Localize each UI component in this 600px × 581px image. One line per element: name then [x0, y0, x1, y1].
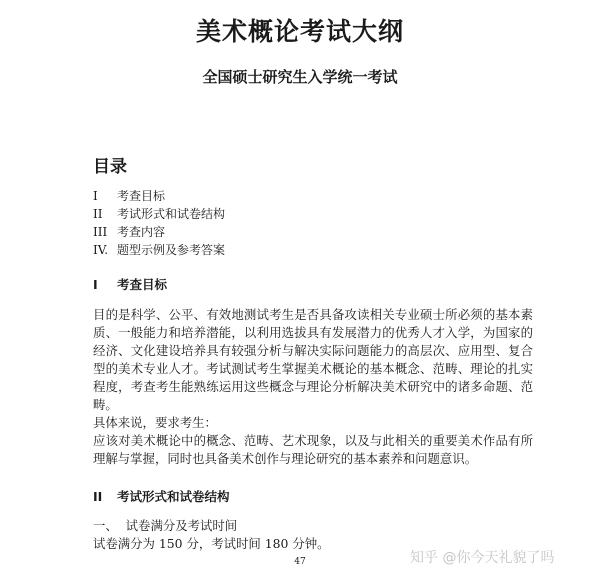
table-of-contents	[93, 187, 225, 259]
watermark-text: 知乎 @你今天礼貌了吗	[410, 550, 555, 566]
section-1-intro: 具体来说，要求考生：	[93, 415, 217, 430]
section-2-text: 试卷满分为 150 分，考试时间 180 分钟。	[93, 536, 330, 551]
section-2-subitem: 一、 试卷满分及考试时间	[93, 518, 238, 533]
toc-item	[93, 187, 225, 205]
section-1-body	[93, 306, 533, 468]
page-number: 47	[294, 557, 306, 567]
section-1-title: 考查目标	[117, 277, 168, 292]
toc-item	[93, 205, 225, 223]
section-1-requirement: 应该对美术概论中的概念、范畴、艺术现象，以及与此相关的重要美术作品有所理解与掌握，同时也具备美术创作与理论研究的基本素养和问题意识。	[93, 433, 533, 466]
toc-item-number: I	[93, 189, 98, 203]
toc-item	[93, 223, 225, 241]
section-1-heading	[93, 275, 167, 293]
toc-item-number: IV.	[93, 243, 109, 257]
section-1-number: I	[93, 277, 98, 292]
toc-heading: 目录	[93, 157, 127, 177]
section-2-heading	[93, 487, 230, 505]
document-subtitle: 全国硕士研究生入学统一考试	[202, 68, 398, 86]
section-1-paragraph: 目的是科学、公平、有效地测试考生是否具备攻读相关专业硕士所必须的基本素质、一般能力和培养潜能，以利用选拔具有发展潜力的优秀人才入学，为国家的经济、文化建设培养具有较强分析与解决实际问题能力的高层次、应用型、复合型的美术专业人才。考试测试考生掌握美术概论的基本概念、范畴、理论的扎实程度，考查考生能熟练运用这些概念与理论分析解决美术研究中的诸多命题、范畴。	[93, 307, 533, 412]
toc-item	[93, 241, 225, 259]
document-title: 美术概论考试大纲	[195, 17, 404, 46]
toc-item-label: 题型示例及参考答案	[117, 243, 226, 257]
section-2-title: 考试形式和试卷结构	[117, 489, 230, 504]
toc-item-label: 考查目标	[117, 189, 166, 203]
toc-item-label: 考试形式和试卷结构	[117, 207, 226, 221]
toc-item-label: 考查内容	[117, 225, 166, 239]
toc-item-number: III	[93, 225, 108, 239]
section-2-number: II	[93, 489, 103, 504]
watermark	[410, 547, 554, 567]
toc-item-number: II	[93, 207, 103, 221]
